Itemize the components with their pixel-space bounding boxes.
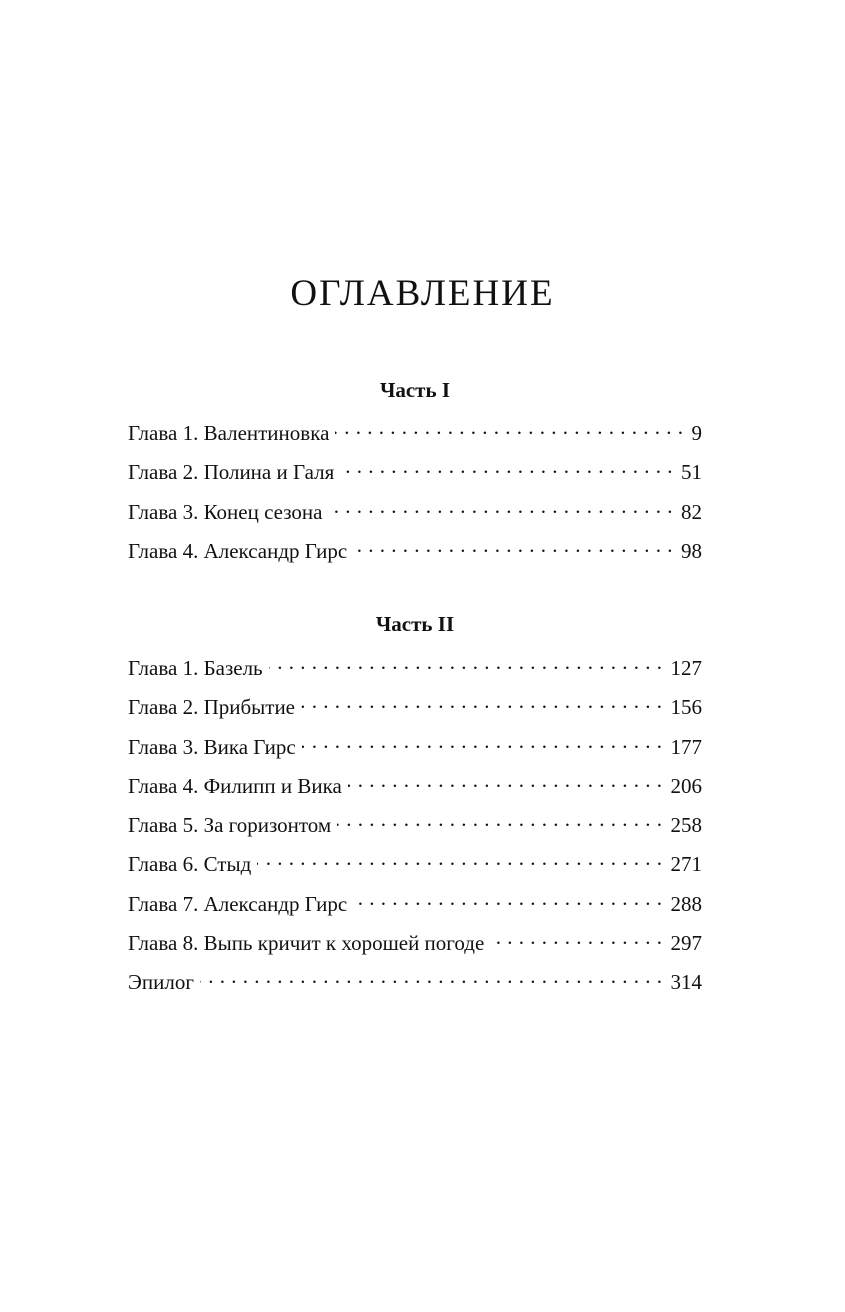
toc-entry xyxy=(128,963,702,1002)
toc-entry xyxy=(128,845,702,884)
toc-entry xyxy=(128,414,702,453)
toc-entry-title: Глава 1. Валентиновка xyxy=(128,421,330,445)
toc-entry-page: 271 xyxy=(670,852,702,877)
toc-entry-title: Глава 6. Стыд xyxy=(128,852,252,877)
dot-leader xyxy=(328,493,673,519)
toc-list-part-2 xyxy=(128,649,702,1003)
dot-leader xyxy=(301,688,662,714)
dot-leader xyxy=(269,649,663,675)
toc-entry xyxy=(128,493,702,532)
dot-leader xyxy=(257,845,662,871)
toc-entry xyxy=(128,649,702,688)
toc-entry-title: Глава 3. Конец сезона xyxy=(128,499,323,524)
part-heading: Часть II xyxy=(375,612,455,636)
toc-entry-page: 9 xyxy=(691,421,702,445)
toc-entry-page: 82 xyxy=(681,499,702,524)
dot-leader xyxy=(353,532,673,558)
dot-leader xyxy=(340,453,673,479)
toc-entry-title: Глава 8. Выпь кричит к хорошей погоде xyxy=(128,931,485,956)
toc-entry xyxy=(128,688,702,727)
toc-entry-page: 177 xyxy=(670,734,702,759)
toc-entry-title: Глава 1. Базель xyxy=(128,656,263,680)
toc-entry xyxy=(128,924,702,963)
dot-leader xyxy=(337,806,662,832)
toc-entry-page: 51 xyxy=(681,460,702,485)
toc-entry-page: 297 xyxy=(670,931,702,956)
toc-entry-title: Глава 7. Александр Гирс xyxy=(128,891,348,916)
dot-leader xyxy=(302,728,663,754)
toc-entry-page: 156 xyxy=(670,695,702,720)
toc-entry-page: 258 xyxy=(670,813,702,838)
page-title: ОГЛАВЛЕНИЕ xyxy=(290,273,555,314)
toc-entry-page: 206 xyxy=(670,773,702,798)
toc-entry-title: Глава 3. Вика Гирс xyxy=(128,734,296,759)
dot-leader xyxy=(348,767,663,793)
dot-leader xyxy=(490,924,662,950)
toc-entry-page: 98 xyxy=(681,538,702,563)
toc-entry-page: 127 xyxy=(670,656,702,680)
toc-entry-title: Глава 2. Полина и Галя xyxy=(128,460,335,485)
toc-entry xyxy=(128,453,702,492)
toc-entry-title: Глава 2. Прибытие xyxy=(128,695,296,720)
toc-entry-title: Глава 4. Александр Гирс xyxy=(128,538,348,563)
toc-entry-title: Эпилог xyxy=(128,970,194,995)
dot-leader xyxy=(353,885,662,911)
toc-entry xyxy=(128,532,702,571)
toc-list-part-1 xyxy=(128,414,702,571)
dot-leader xyxy=(335,414,683,440)
toc-entry xyxy=(128,885,702,924)
toc-entry xyxy=(128,767,702,806)
toc-entry-title: Глава 4. Филипп и Вика xyxy=(128,773,342,798)
toc-entry xyxy=(128,728,702,767)
dot-leader xyxy=(200,963,663,989)
part-heading: Часть I xyxy=(379,378,451,402)
toc-entry-title: Глава 5. За горизонтом xyxy=(128,813,332,838)
toc-entry xyxy=(128,806,702,845)
toc-entry-page: 288 xyxy=(670,891,702,916)
toc-entry-page: 314 xyxy=(670,970,702,995)
